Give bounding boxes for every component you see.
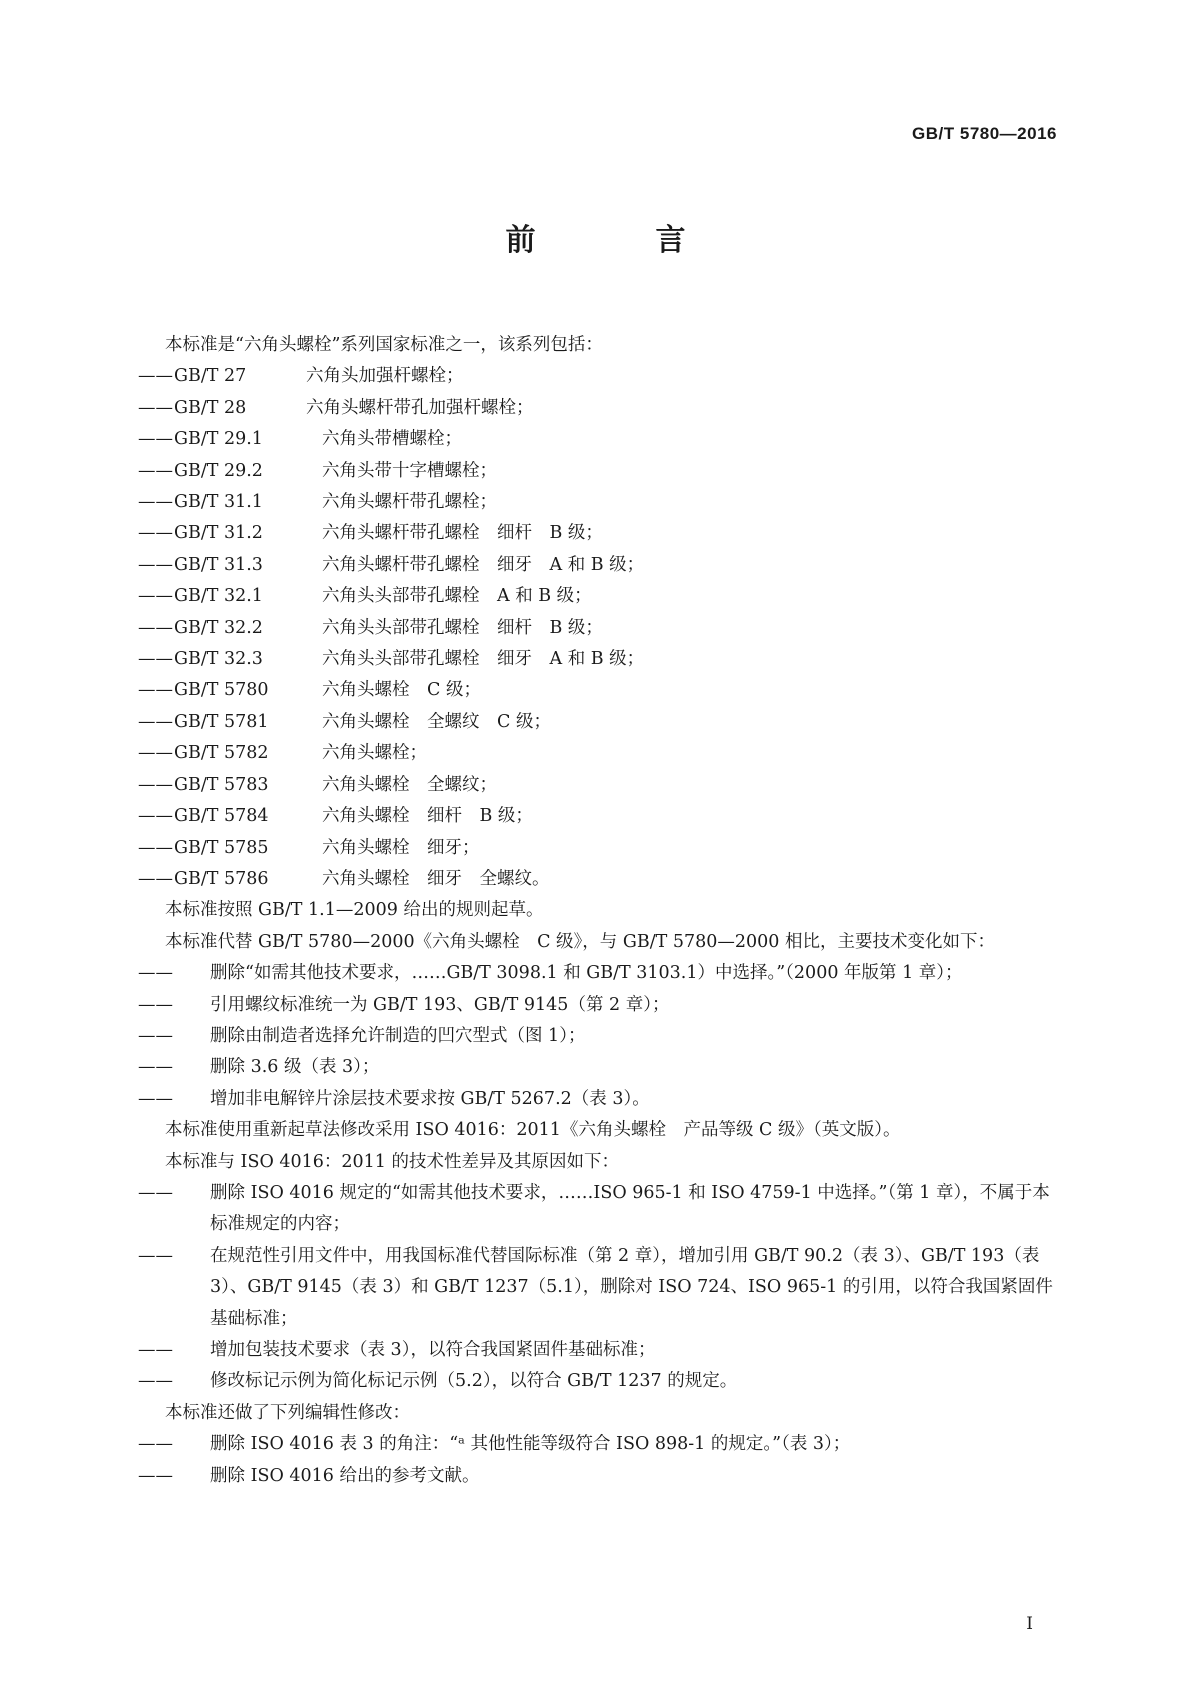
- series-item: [130, 581, 1062, 612]
- series-item-name: 六角头螺栓 全螺纹；: [322, 774, 497, 795]
- list-dash: ——: [138, 1025, 173, 1046]
- list-dash: ——: [138, 1245, 173, 1266]
- series-item: [130, 456, 1062, 487]
- difference-item: [130, 1178, 1062, 1241]
- changes-list: [130, 958, 1062, 1115]
- list-dash: ——: [138, 868, 173, 889]
- series-item: [130, 644, 1062, 675]
- list-dash: ——: [138, 743, 173, 764]
- series-item-code: GB/T 32.1: [174, 586, 263, 607]
- editorial-intro-paragraph: 本标准还做了下列编辑性修改：: [165, 1402, 410, 1423]
- series-item: [130, 550, 1062, 581]
- series-item-code: GB/T 31.3: [174, 554, 263, 575]
- series-item-code: GB/T 31.1: [174, 492, 263, 513]
- series-item-code: GB/T 5780: [174, 680, 269, 701]
- series-item: [130, 518, 1062, 549]
- drafting-rule-paragraph: 本标准按照 GB/T 1.1—2009 给出的规则起草。: [165, 900, 544, 921]
- list-dash: ——: [138, 1465, 173, 1486]
- list-dash: ——: [138, 1057, 173, 1078]
- series-item-name: 六角头头部带孔螺栓 细牙 A 和 B 级；: [322, 649, 645, 670]
- editorial-item-text: 删除 ISO 4016 表 3 的角注：“ᵃ 其他性能等级符合 ISO 898-1 的规定。”（表 3）；: [210, 1434, 851, 1455]
- list-dash: ——: [138, 774, 173, 795]
- differences-intro-paragraph: 本标准与 ISO 4016：2011 的技术性差异及其原因如下：: [165, 1151, 620, 1172]
- series-item-code: GB/T 31.2: [174, 523, 263, 544]
- series-item-name: 六角头螺栓 细牙 全螺纹。: [322, 868, 550, 889]
- series-item-name: 六角头带十字槽螺栓；: [322, 460, 497, 481]
- list-dash: ——: [138, 554, 173, 575]
- difference-item-text: 增加包装技术要求（表 3），以符合我国紧固件基础标准；: [210, 1340, 656, 1360]
- series-item-name: 六角头螺杆带孔螺栓 细牙 A 和 B 级；: [322, 554, 645, 575]
- editorial-item: [130, 1461, 1062, 1492]
- list-dash: ——: [138, 837, 173, 858]
- series-item: [130, 770, 1062, 801]
- list-dash: ——: [138, 429, 173, 450]
- list-dash: ——: [138, 1088, 173, 1109]
- series-item: [130, 361, 1062, 392]
- series-item-code: GB/T 5782: [174, 743, 269, 764]
- series-item-code: GB/T 5786: [174, 868, 269, 889]
- series-item: [130, 424, 1062, 455]
- adoption-paragraph: 本标准使用重新起草法修改采用 ISO 4016：2011《六角头螺栓 产品等级 C 级》（英文版）。: [165, 1120, 901, 1141]
- list-dash: ——: [138, 963, 173, 984]
- difference-item-text: 在规范性引用文件中，用我国标准代替国际标准（第 2 章），增加引用 GB/T 90.2（表 3）、GB/T 193（表 3）、GB/T 9145（表 3）和 GB/T 1237（5.1），删除对 ISO 724、ISO 965-1 的引用，以符合我国紧固件基础标准；: [210, 1245, 1053, 1329]
- list-dash: ——: [138, 460, 173, 481]
- change-item-text: 引用螺纹标准统一为 GB/T 193、GB/T 9145（第 2 章）；: [210, 994, 670, 1015]
- series-item-name: 六角头加强杆螺栓；: [306, 366, 464, 387]
- editorial-list: [130, 1429, 1062, 1492]
- list-dash: ——: [138, 492, 173, 513]
- list-dash: ——: [138, 1434, 173, 1455]
- change-item: [130, 958, 1062, 989]
- series-item-code: GB/T 29.2: [174, 460, 263, 481]
- replaces-paragraph: 本标准代替 GB/T 5780—2000《六角头螺栓 C 级》，与 GB/T 5780—2000 相比，主要技术变化如下：: [165, 931, 995, 952]
- series-item: [130, 801, 1062, 832]
- list-dash: ——: [138, 1182, 173, 1203]
- list-dash: ——: [138, 649, 173, 670]
- series-item: [130, 487, 1062, 518]
- page-number: I: [1026, 1614, 1033, 1634]
- intro-paragraph: 本标准是“六角头螺栓”系列国家标准之一，该系列包括：: [165, 335, 603, 355]
- series-item-code: GB/T 5783: [174, 774, 269, 795]
- list-dash: ——: [138, 711, 173, 732]
- change-item: [130, 1052, 1062, 1083]
- series-item-name: 六角头螺栓 细杆 B 级；: [322, 806, 533, 827]
- series-item-code: GB/T 27: [174, 366, 247, 387]
- series-item-code: GB/T 29.1: [174, 429, 263, 450]
- list-dash: ——: [138, 806, 173, 827]
- differences-list: [130, 1178, 1062, 1398]
- series-item-name: 六角头头部带孔螺栓 细杆 B 级；: [322, 617, 603, 638]
- list-dash: ——: [138, 617, 173, 638]
- series-item: [130, 393, 1062, 424]
- change-item-text: 删除 3.6 级（表 3）；: [210, 1057, 380, 1078]
- series-item-name: 六角头螺杆带孔螺栓；: [322, 492, 497, 513]
- series-item: [130, 613, 1062, 644]
- document-code: GB/T 5780—2016: [912, 124, 1057, 143]
- editorial-item: [130, 1429, 1062, 1460]
- list-dash: ——: [138, 1340, 173, 1360]
- list-dash: ——: [138, 586, 173, 607]
- series-item-name: 六角头头部带孔螺栓 A 和 B 级；: [322, 586, 592, 607]
- editorial-item-text: 删除 ISO 4016 给出的参考文献。: [210, 1465, 480, 1486]
- page-title: 前 言: [505, 223, 731, 258]
- series-item-name: 六角头螺栓 C 级；: [322, 680, 481, 701]
- change-item-text: 删除“如需其他技术要求，……GB/T 3098.1 和 GB/T 3103.1）中选择。”（2000 年版第 1 章）；: [210, 963, 963, 984]
- list-dash: ——: [138, 397, 173, 418]
- series-item-code: GB/T 5781: [174, 711, 269, 732]
- series-item: [130, 707, 1062, 738]
- series-item-name: 六角头螺栓；: [322, 743, 427, 764]
- series-item-code: GB/T 5784: [174, 806, 269, 827]
- difference-item: [130, 1241, 1062, 1335]
- difference-item: [130, 1335, 1062, 1366]
- change-item: [130, 1084, 1062, 1115]
- series-item: [130, 738, 1062, 769]
- series-item-name: 六角头螺栓 全螺纹 C 级；: [322, 711, 551, 732]
- change-item-text: 删除由制造者选择允许制造的凹穴型式（图 1）；: [210, 1025, 586, 1046]
- series-item: [130, 675, 1062, 706]
- series-item-name: 六角头螺栓 细牙；: [322, 837, 480, 858]
- difference-item: [130, 1366, 1062, 1397]
- series-list: [130, 361, 1062, 895]
- change-item-text: 增加非电解锌片涂层技术要求按 GB/T 5267.2（表 3）。: [210, 1088, 650, 1109]
- list-dash: ——: [138, 523, 173, 544]
- change-item: [130, 1021, 1062, 1052]
- list-dash: ——: [138, 994, 173, 1015]
- difference-item-text: 修改标记示例为简化标记示例（5.2），以符合 GB/T 1237 的规定。: [210, 1371, 738, 1392]
- series-item-name: 六角头螺杆带孔加强杆螺栓；: [306, 397, 534, 418]
- change-item: [130, 990, 1062, 1021]
- series-item-code: GB/T 32.2: [174, 617, 263, 638]
- series-item-name: 六角头带槽螺栓；: [322, 429, 462, 450]
- foreword-body: [130, 330, 1062, 1492]
- list-dash: ——: [138, 366, 173, 387]
- series-item-name: 六角头螺杆带孔螺栓 细杆 B 级；: [322, 523, 603, 544]
- list-dash: ——: [138, 1371, 173, 1392]
- series-item-code: GB/T 32.3: [174, 649, 263, 670]
- series-item-code: GB/T 28: [174, 397, 247, 418]
- list-dash: ——: [138, 680, 173, 701]
- series-item: [130, 833, 1062, 864]
- series-item: [130, 864, 1062, 895]
- series-item-code: GB/T 5785: [174, 837, 269, 858]
- difference-item-text: 删除 ISO 4016 规定的“如需其他技术要求，……ISO 965-1 和 ISO 4759-1 中选择。”（第 1 章），不属于本标准规定的内容；: [210, 1182, 1050, 1235]
